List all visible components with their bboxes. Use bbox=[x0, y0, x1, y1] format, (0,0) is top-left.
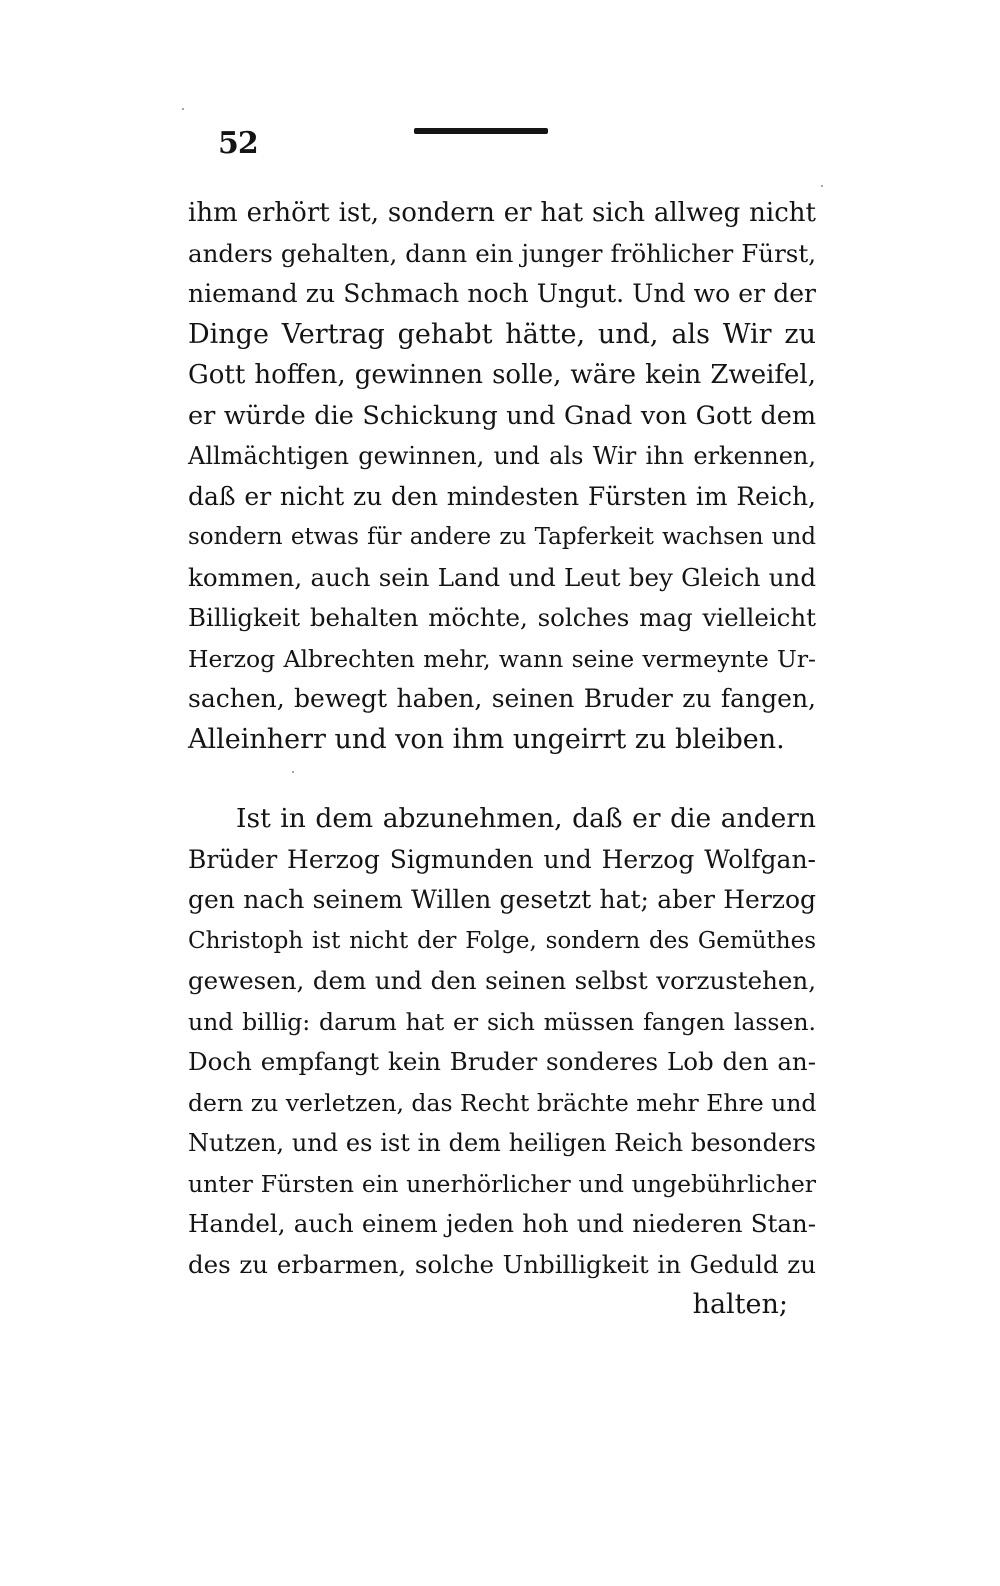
text-line: Dinge Vertrag gehabt hätte, und, als Wir zu bbox=[188, 318, 816, 350]
page-number: 52 bbox=[218, 126, 258, 161]
text-line: Billigkeit behalten möchte, solches mag vielleicht bbox=[188, 603, 816, 632]
paragraph bbox=[188, 193, 816, 760]
text-line: niemand zu Schmach noch Ungut. Und wo er der bbox=[188, 279, 816, 308]
text-line: des zu erbarmen, solche Unbilligkeit in Geduld zu bbox=[188, 1249, 816, 1279]
text-line: Nutzen, und es ist in dem heiligen Reich besonders bbox=[188, 1129, 816, 1157]
text-line: gewesen, dem und den seinen selbst vorzustehen, bbox=[188, 966, 816, 995]
paper-speck bbox=[821, 185, 823, 187]
header-rule bbox=[414, 128, 548, 134]
text-line-first: Ist in dem abzunehmen, daß er die andern bbox=[236, 803, 816, 834]
text-line: gen nach seinem Willen gesetzt hat; aber Herzog bbox=[188, 885, 816, 914]
text-line: und billig: darum hat er sich müssen fangen lassen. bbox=[188, 1007, 816, 1036]
paper-speck bbox=[182, 108, 184, 110]
text-line: sondern etwas für andere zu Tapferkeit wachsen und bbox=[188, 524, 816, 550]
paragraph bbox=[188, 799, 816, 1326]
text-line: Doch empfangt kein Bruder sonderes Lob den an- bbox=[188, 1047, 816, 1076]
text-line: dern zu verletzen, das Recht brächte mehr Ehre und bbox=[188, 1088, 817, 1117]
text-line: anders gehalten, dann ein junger fröhlicher Fürst, bbox=[188, 238, 816, 268]
text-line: daß er nicht zu den mindesten Fürsten im Reich, bbox=[188, 481, 816, 511]
text-line: kommen, auch sein Land und Leut bey Gleich und bbox=[188, 562, 816, 592]
text-line: Allmächtigen gewinnen, und als Wir ihn erkennen, bbox=[188, 442, 816, 470]
paper-speck bbox=[292, 771, 294, 773]
text-line: Christoph ist nicht der Folge, sondern des Gemüthes bbox=[188, 927, 816, 954]
text-line: Brüder Herzog Sigmunden und Herzog Wolfgan- bbox=[188, 844, 816, 874]
text-line: sachen, bewegt haben, seinen Bruder zu fangen, bbox=[188, 684, 816, 713]
text-line: Gott hoffen, gewinnen solle, wäre kein Zweifel, bbox=[188, 360, 816, 390]
catchword: halten; bbox=[692, 1289, 788, 1320]
text-line-last: Alleinherr und von ihm ungeirrt zu bleiben. bbox=[188, 723, 785, 755]
text-line: er würde die Schickung und Gnad von Gott dem bbox=[188, 400, 816, 431]
text-line: unter Fürsten ein unerhörlicher und ungebührlicher bbox=[188, 1169, 816, 1198]
text-line: ihm erhört ist, sondern er hat sich allweg nicht bbox=[188, 198, 816, 228]
text-line: Herzog Albrechten mehr, wann seine vermeynte Ur- bbox=[188, 644, 816, 673]
text-line: Handel, auch einem jeden hoh und niederen Stan- bbox=[188, 1209, 816, 1238]
